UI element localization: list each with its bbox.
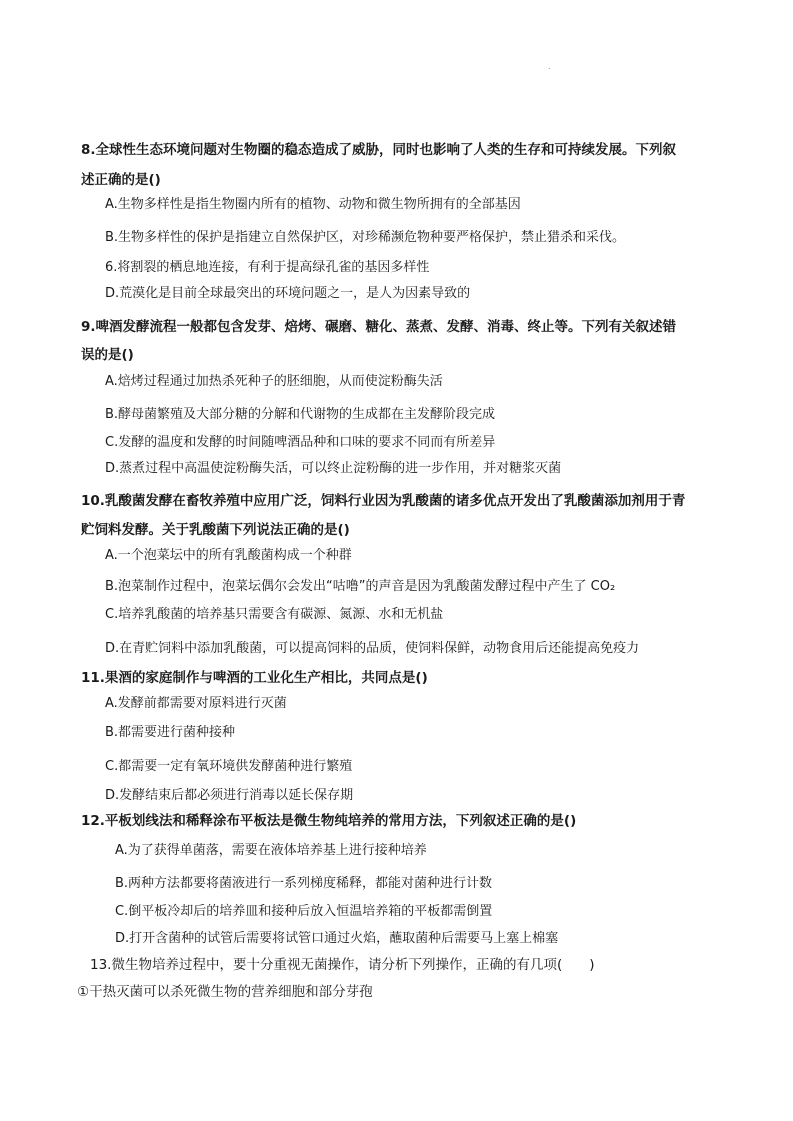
- q10-stem-line1: 10.乳酸菌发酵在畜牧养殖中应用广泛，饲料行业因为乳酸菌的诸多优点开发出了乳酸菌添加剂用于青: [81, 493, 686, 509]
- q13-stem: 13.微生物培养过程中，要十分重视无菌操作，请分析下列操作，正确的有几项( ): [90, 957, 595, 973]
- q9-option-c: C.发酵的温度和发酵的时间随啤酒品种和口味的要求不同而有所差异: [105, 435, 496, 450]
- q9-stem-line2: 误的是(): [81, 347, 134, 363]
- q12-stem: 12.平板划线法和稀释涂布平板法是微生物纯培养的常用方法，下列叙述正确的是(): [81, 813, 577, 829]
- q8-option-c: 6.将割裂的栖息地连接，有利于提高绿孔雀的基因多样性: [105, 260, 430, 275]
- q11-stem: 11.果酒的家庭制作与啤酒的工业化生产相比，共同点是(): [81, 670, 428, 686]
- q10-stem-line2: 贮饲料发酵。关于乳酸菌下列说法正确的是(): [81, 522, 350, 538]
- q9-option-d: D.蒸煮过程中高温使淀粉酶失活，可以终止淀粉酶的进一步作用，并对糖浆灭菌: [105, 461, 562, 476]
- q9-option-a: A.焙烤过程通过加热杀死种子的胚细胞，从而使淀粉酶失活: [105, 374, 443, 389]
- q12-option-d: D.打开含菌种的试管后需要将试管口通过火焰，蘸取菌种后需要马上塞上棉塞: [115, 931, 559, 946]
- q10-option-a: A.一个泡菜坛中的所有乳酸菌构成一个种群: [105, 548, 352, 563]
- q12-option-a: A.为了获得单菌落，需要在液体培养基上进行接种培养: [115, 843, 427, 858]
- q8-option-d: D.荒漠化是目前全球最突出的环境问题之一，是人为因素导致的: [105, 286, 471, 301]
- q11-option-c: C.都需要一定有氧环境供发酵菌种进行繁殖: [105, 759, 353, 774]
- q12-option-c: C.倒平板冷却后的培养皿和接种后放入恒温培养箱的平板都需倒置: [115, 904, 493, 919]
- q11-option-d: D.发酵结束后都必须进行消毒以延长保存期: [105, 788, 354, 803]
- header-mark: .: [548, 62, 551, 71]
- q9-option-b: B.酵母菌繁殖及大部分糖的分解和代谢物的生成都在主发酵阶段完成: [105, 407, 496, 422]
- q8-stem-line2: 述正确的是(): [81, 172, 161, 188]
- q10-option-d: D.在青贮饲料中添加乳酸菌，可以提高饲料的品质，使饲料保鲜，动物食用后还能提高免疫力: [105, 641, 640, 656]
- q13-item-1: ①干热灭菌可以杀死微生物的营养细胞和部分芽孢: [77, 984, 373, 1000]
- q11-option-b: B.都需要进行菌种接种: [105, 725, 236, 740]
- q8-option-b: B.生物多样性的保护是指建立自然保护区，对珍稀濒危物种要严格保护，禁止猎杀和采伐。: [105, 230, 626, 245]
- q12-option-b: B.两种方法都要将菌液进行一系列梯度稀释，都能对菌种进行计数: [115, 876, 493, 891]
- q8-option-a: A.生物多样性是指生物圈内所有的植物、动物和微生物所拥有的全部基因: [105, 197, 521, 212]
- q9-stem-line1: 9.啤酒发酵流程一般都包含发芽、焙烤、碾磨、糖化、蒸煮、发酵、消毒、终止等。下列有关叙述错: [81, 319, 677, 335]
- q10-option-b: B.泡菜制作过程中，泡菜坛偶尔会发出“咕噜”的声音是因为乳酸菌发酵过程中产生了 CO₂: [105, 579, 616, 594]
- q11-option-a: A.发酵前都需要对原料进行灭菌: [105, 696, 287, 711]
- q10-option-c: C.培养乳酸菌的培养基只需要含有碳源、氮源、水和无机盐: [105, 607, 444, 622]
- q8-stem-line1: 8.全球性生态环境问题对生物圈的稳态造成了威胁，同时也影响了人类的生存和可持续发展。下列叙: [81, 142, 677, 158]
